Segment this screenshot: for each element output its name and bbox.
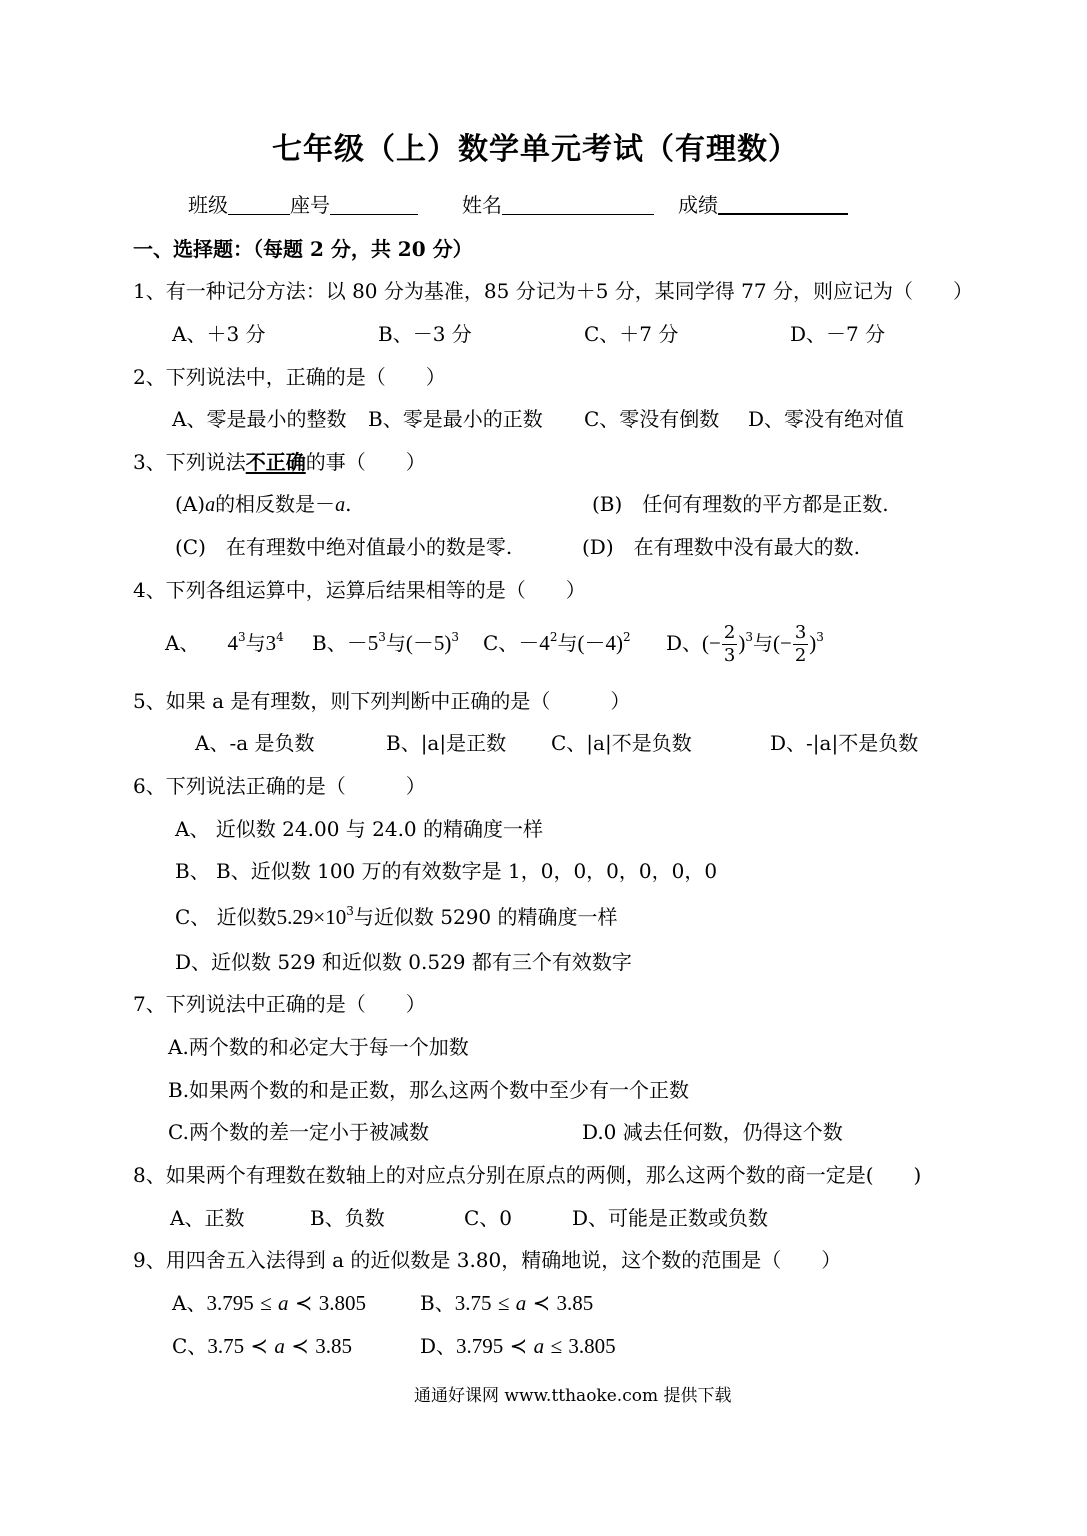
q4-option-b: B、$-5^3$与$(-5)^3$ [312, 630, 459, 655]
q1-option-b: B、－3 分 [378, 322, 472, 346]
q3-stem-pre: 3、下列说法 [133, 450, 246, 474]
q9-option-a: A、3.795 ≤ a ≺ 3.805 [172, 1291, 367, 1315]
q2-option-a: A、零是最小的整数 [172, 407, 347, 431]
q6-option-c: C、 近似数$5.29\times 10^3$与近似数 5290 的精确度一样 [175, 904, 618, 929]
q8-option-a: A、正数 [170, 1206, 245, 1230]
q4-option-c: C、$-4^2$与$(-4)^2$ [483, 630, 631, 655]
q3-stem-post: 的事（ ） [305, 450, 426, 474]
q6-option-b: B、 B、近似数 100 万的有效数字是 1，0，0，0，0，0，0 [175, 859, 718, 883]
q4-d-fraction-2: $\frac{3}{2}$ [794, 622, 807, 666]
q5-option-b: B、|a|是正数 [386, 731, 507, 755]
score-label: 成绩 [678, 193, 718, 217]
q1-option-c: C、＋7 分 [584, 322, 679, 346]
q4-option-d: D、(− $\frac{2}{3}$ )$^3$与(− $\frac{3}{2}$ )$^3$ [666, 622, 824, 666]
question-3-stem [133, 449, 426, 475]
q7-option-d: D.0 减去任何数，仍得这个数 [582, 1120, 843, 1144]
question-2-stem: 2、下列说法中，正确的是（ ） [133, 365, 446, 389]
q1-option-d: D、－7 分 [790, 322, 886, 346]
q6-option-d: D、近似数 529 和近似数 0.529 都有三个有效数字 [175, 950, 632, 974]
page-footer: 通通好课网 www.tthaoke.com 提供下载 [414, 1386, 732, 1406]
question-5-stem: 5、如果 a 是有理数，则下列判断中正确的是（ ） [133, 689, 631, 713]
q8-option-b: B、负数 [310, 1206, 385, 1230]
q1-option-a: A、＋3 分 [172, 322, 266, 346]
q2-option-c: C、零没有倒数 [584, 407, 720, 431]
score-blank[interactable] [718, 193, 848, 215]
question-1-stem: 1、有一种记分方法：以 80 分为基准，85 分记为＋5 分，某同学得 77 分，则应记为（ ） [133, 279, 973, 303]
q3-stem-emphasis: 不正确 [245, 450, 306, 474]
q3-option-c: (C) 在有理数中绝对值最小的数是零. [175, 535, 513, 559]
question-9-stem: 9、用四舍五入法得到 a 的近似数是 3.80，精确地说，这个数的范围是（ ） [133, 1248, 842, 1272]
q8-option-c: C、0 [464, 1206, 513, 1230]
seat-label: 座号 [290, 193, 330, 217]
question-8-stem: 8、如果两个有理数在数轴上的对应点分别在原点的两侧，那么这两个数的商一定是( ) [133, 1163, 922, 1187]
name-label: 姓名 [462, 193, 502, 217]
q6-option-a: A、 近似数 24.00 与 24.0 的精确度一样 [175, 817, 544, 841]
q5-option-d: D、-|a|不是负数 [770, 731, 919, 755]
question-6-stem: 6、下列说法正确的是（ ） [133, 774, 426, 798]
q5-option-a: A、-a 是负数 [195, 731, 315, 755]
q7-option-c: C.两个数的差一定小于被减数 [168, 1120, 429, 1144]
student-info-line [188, 192, 848, 218]
q8-option-d: D、可能是正数或负数 [572, 1206, 769, 1230]
q3-option-a: (A)a的相反数是－a. [175, 492, 352, 516]
page-title: 七年级（上）数学单元考试（有理数） [272, 132, 799, 167]
section-heading: 一、选择题：（每题 2 分，共 20 分） [133, 237, 473, 261]
q9-option-b: B、3.75 ≤ a ≺ 3.85 [420, 1291, 594, 1315]
q4-d-fraction-1: $\frac{2}{3}$ [723, 622, 736, 666]
q7-option-b: B.如果两个数的和是正数，那么这两个数中至少有一个正数 [168, 1078, 690, 1102]
q9-option-d: D、3.795 ≺ a ≤ 3.805 [420, 1334, 616, 1358]
q5-option-c: C、|a|不是负数 [551, 731, 692, 755]
q3-option-d: (D) 在有理数中没有最大的数. [582, 535, 860, 559]
name-blank[interactable] [502, 194, 654, 215]
seat-blank[interactable] [330, 194, 418, 215]
q7-option-a: A.两个数的和必定大于每一个加数 [168, 1035, 469, 1059]
q3-option-b: (B) 任何有理数的平方都是正数. [592, 492, 889, 516]
question-4-stem: 4、下列各组运算中，运算后结果相等的是（ ） [133, 578, 586, 602]
class-blank[interactable] [228, 194, 290, 215]
q4-option-a: A、 $4^3$与$3^4$ [165, 630, 284, 655]
question-7-stem: 7、下列说法中正确的是（ ） [133, 992, 426, 1016]
q2-option-b: B、零是最小的正数 [368, 407, 543, 431]
q9-option-c: C、3.75 ≺ a ≺ 3.85 [172, 1334, 352, 1358]
q2-option-d: D、零没有绝对值 [748, 407, 905, 431]
class-label: 班级 [188, 193, 228, 217]
